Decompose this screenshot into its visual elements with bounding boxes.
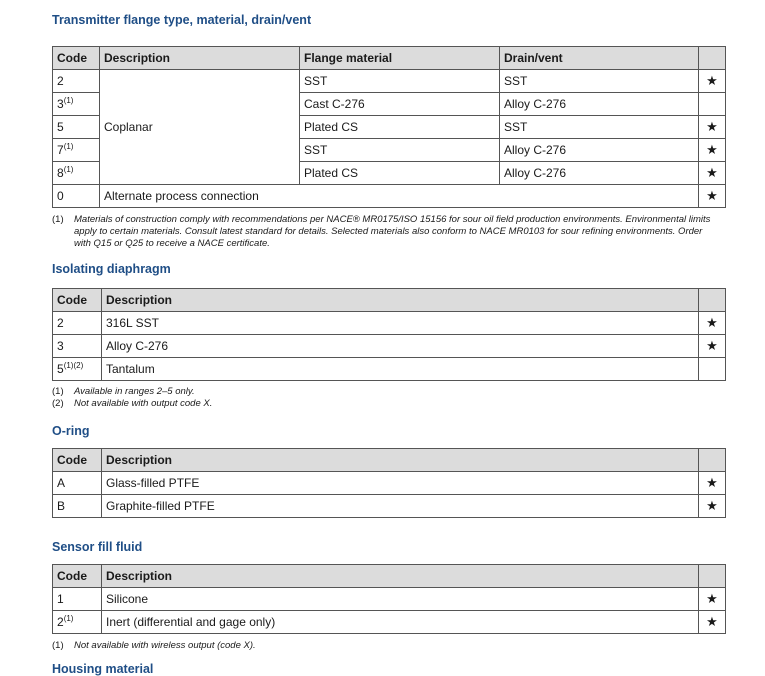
coplanar-description-cell: Coplanar	[100, 70, 300, 185]
description-cell: 316L SST	[102, 312, 699, 335]
col-header-code: Code	[53, 565, 102, 588]
code-cell: 3$^{(1)}$	[53, 93, 100, 116]
table-row	[53, 472, 726, 495]
star-icon: ★	[699, 472, 726, 495]
col-header-code: Code	[53, 289, 102, 312]
col-header-drain-vent: Drain/vent	[500, 47, 699, 70]
code-cell: 2	[53, 70, 100, 93]
col-header-star	[699, 47, 726, 70]
footnote	[52, 214, 712, 250]
flange-material-cell: Plated CS	[300, 116, 500, 139]
code-cell: 0	[53, 185, 100, 208]
col-header-description: Description	[102, 289, 699, 312]
table-row	[53, 185, 726, 208]
fill-table	[52, 564, 726, 634]
footnote	[52, 640, 712, 652]
star-icon: ★	[699, 588, 726, 611]
table-header-row	[53, 449, 726, 472]
diaphragm-footnotes	[52, 386, 712, 410]
col-header-star	[699, 565, 726, 588]
footnote	[52, 398, 712, 410]
description-cell: Tantalum	[102, 358, 699, 381]
star-icon	[699, 93, 726, 116]
footnote-ref: (1)	[52, 214, 64, 225]
oring-section-title: O-ring	[52, 424, 90, 438]
col-header-description: Description	[102, 449, 699, 472]
flange-material-cell: Plated CS	[300, 162, 500, 185]
drain-vent-cell: SST	[500, 70, 699, 93]
code-cell: 2	[53, 312, 102, 335]
code-cell: A	[53, 472, 102, 495]
col-header-star	[699, 289, 726, 312]
table-header-row	[53, 565, 726, 588]
description-cell: Inert (differential and gage only)	[102, 611, 699, 634]
col-header-star	[699, 449, 726, 472]
code-cell: 7$^{(1)}$	[53, 139, 100, 162]
star-icon: ★	[699, 70, 726, 93]
star-icon: ★	[699, 139, 726, 162]
table-row	[53, 358, 726, 381]
table-header-row	[53, 289, 726, 312]
code-cell: B	[53, 495, 102, 518]
diaphragm-table	[52, 288, 726, 381]
star-icon: ★	[699, 185, 726, 208]
footnote-text: Not available with wireless output (code X).	[74, 640, 256, 651]
drain-vent-cell: Alloy C-276	[500, 139, 699, 162]
star-icon	[699, 358, 726, 381]
star-icon: ★	[699, 335, 726, 358]
oring-table	[52, 448, 726, 518]
star-icon: ★	[699, 116, 726, 139]
col-header-flange-material: Flange material	[300, 47, 500, 70]
footnote	[52, 386, 712, 398]
star-icon: ★	[699, 312, 726, 335]
flange-footnotes	[52, 214, 712, 250]
fill-section-title: Sensor fill fluid	[52, 540, 143, 554]
footnote-ref: (2)	[52, 398, 64, 409]
flange-material-cell: SST	[300, 70, 500, 93]
footnote-ref: (1)	[52, 640, 64, 651]
code-cell: 8$^{(1)}$	[53, 162, 100, 185]
code-cell: 1	[53, 588, 102, 611]
description-cell: Silicone	[102, 588, 699, 611]
flange-table	[52, 46, 726, 208]
drain-vent-cell: Alloy C-276	[500, 162, 699, 185]
star-icon: ★	[699, 495, 726, 518]
star-icon: ★	[699, 162, 726, 185]
code-cell: $5^{(1)(2)}$	[53, 358, 102, 381]
description-cell: Alloy C-276	[102, 335, 699, 358]
table-header-row	[53, 47, 726, 70]
description-cell: Glass-filled PTFE	[102, 472, 699, 495]
footnote-text: Not available with output code X.	[74, 398, 213, 409]
flange-material-cell: Cast C-276	[300, 93, 500, 116]
footnote-ref: (1)	[52, 386, 64, 397]
star-icon: ★	[699, 611, 726, 634]
col-header-code: Code	[53, 449, 102, 472]
table-row	[53, 312, 726, 335]
footnote-text: Materials of construction comply with recommendations per NACE® MR0175/ISO 15156 for sour oil field production environments. Environmental limits apply to certain materials. Consult latest standard for details. Selected materials also conform to NACE MR0103 for sour refining environments. Order with Q15 or Q25 to receive a NACE certificate.	[74, 214, 711, 249]
footnote-text: Available in ranges 2–5 only.	[74, 386, 195, 397]
table-row	[53, 588, 726, 611]
col-header-code: Code	[53, 47, 100, 70]
diaphragm-section-title: Isolating diaphragm	[52, 262, 171, 276]
table-row	[53, 70, 726, 93]
col-header-description: Description	[100, 47, 300, 70]
table-row	[53, 335, 726, 358]
next-section-title: Housing material	[52, 662, 154, 676]
code-cell: 3	[53, 335, 102, 358]
drain-vent-cell: Alloy C-276	[500, 93, 699, 116]
table-row	[53, 611, 726, 634]
table-row	[53, 495, 726, 518]
description-cell: Graphite-filled PTFE	[102, 495, 699, 518]
flange-material-cell: SST	[300, 139, 500, 162]
drain-vent-cell: SST	[500, 116, 699, 139]
description-cell: Alternate process connection	[100, 185, 699, 208]
code-cell: 2$^{(1)}$	[53, 611, 102, 634]
col-header-description: Description	[102, 565, 699, 588]
flange-section-title: Transmitter flange type, material, drain/vent	[52, 13, 312, 27]
code-cell: 5	[53, 116, 100, 139]
fill-footnotes	[52, 640, 712, 652]
